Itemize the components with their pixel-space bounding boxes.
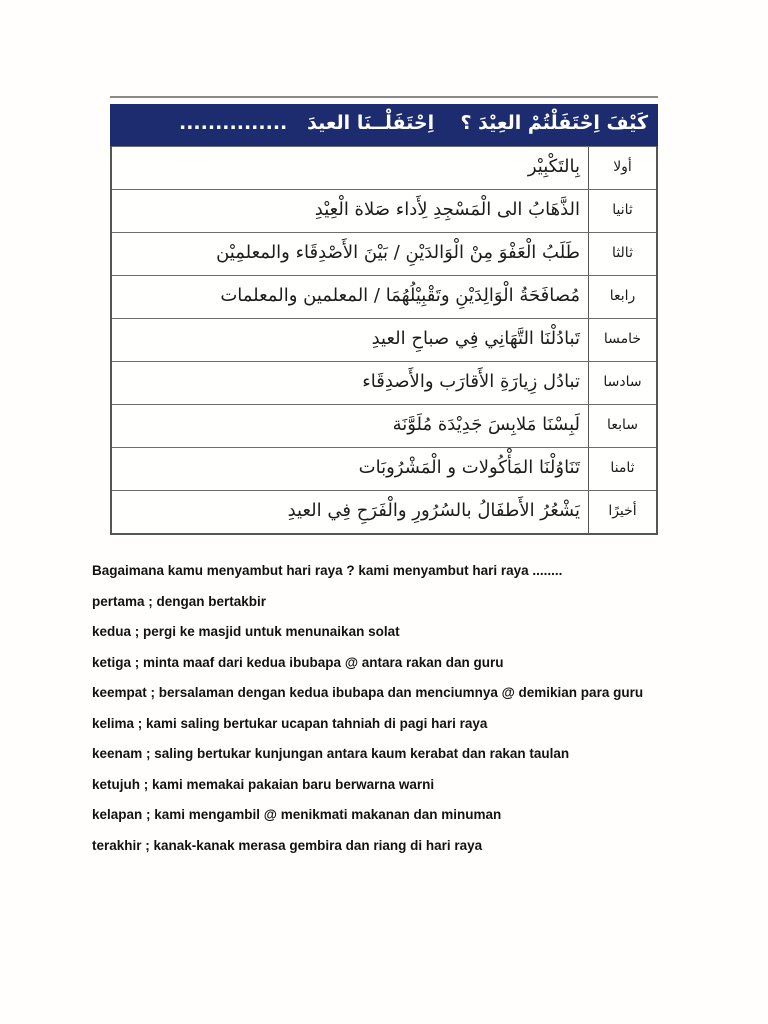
table-row xyxy=(112,318,656,361)
row-ordinal: أخيرًا xyxy=(588,491,656,533)
translation-line: terakhir ; kanak-kanak merasa gembira dan riang di hari raya xyxy=(92,837,483,853)
table-body xyxy=(110,146,658,535)
table-top-rule xyxy=(110,96,658,98)
table-row xyxy=(112,361,656,404)
row-arabic-text: طَلَبُ الْعَفْوَ مِنْ الْوَالدَيْنِ / بَيْنَ الأَصْدِقَاء والمعلمِيْن xyxy=(216,241,580,263)
translation-line: ketujuh ; kami memakai pakaian baru berwarna warni xyxy=(92,776,435,792)
translation-line: kelapan ; kami mengambil @ menikmati makanan dan minuman xyxy=(92,807,502,822)
translation-line: kedua ; pergi ke masjid untuk menunaikan solat xyxy=(92,624,400,639)
row-ordinal: خامسا xyxy=(588,319,656,361)
row-ordinal: ثانيا xyxy=(588,190,656,232)
row-arabic-text: تَنَاوُلْنَا المَأْكُولات و الْمَشْرُوبَات xyxy=(358,456,580,478)
row-arabic-text: يَشْعُرُ الأَطفَالُ بالسُرُورِ والْفَرَحِ فِي العيدِ xyxy=(287,499,580,521)
malay-translation-block xyxy=(92,564,712,869)
table-row xyxy=(112,490,656,533)
translation-line: keenam ; saling bertukar kunjungan antara kaum kerabat dan rakan taulan xyxy=(92,746,570,761)
table-row xyxy=(112,404,656,447)
table-row xyxy=(112,447,656,490)
row-arabic-text: لَبِسْنَا مَلابِسَ جَدِيْدَة مُلَوَّنَة xyxy=(392,413,580,435)
table-header-title: كَيْفَ اِحْتَفَلْتُمْ العِيْدَ ؟ اِحْتَفَلْــنَا العيدَ ............... xyxy=(178,112,648,134)
translation-line: ketiga ; minta maaf dari kedua ibubapa @ antara rakan dan guru xyxy=(92,654,504,670)
row-ordinal: ثامنا xyxy=(588,448,656,490)
row-arabic-text: الذَّهَابُ الى الْمَسْجِدِ لِأَداء صَلاة الْعِيْدِ xyxy=(314,198,580,220)
row-arabic-text: تبادُل زِيارَةِ الأَقارَب والأَصدِقَاء xyxy=(362,370,580,392)
arabic-eid-table xyxy=(110,96,658,535)
row-ordinal: سابعا xyxy=(588,405,656,447)
row-arabic-text: مُصافَحَةُ الْوَالِدَيْنِ وتَقْبِيْلُهُمَا / المعلمين والمعلمات xyxy=(220,284,580,306)
row-ordinal: سادسا xyxy=(588,362,656,404)
row-ordinal: رابعا xyxy=(588,276,656,318)
table-row xyxy=(112,146,656,189)
translation-line: keempat ; bersalaman dengan kedua ibubapa dan menciumnya @ demikian para guru xyxy=(92,685,644,700)
table-header xyxy=(110,104,658,146)
row-arabic-text: تَبادُلْنَا التَّهَانِي فِي صباحِ العيدِ xyxy=(371,327,580,349)
row-ordinal: ثالثا xyxy=(588,233,656,275)
row-ordinal: أولا xyxy=(588,147,656,189)
table-row xyxy=(112,232,656,275)
table-row xyxy=(112,275,656,318)
translation-line: pertama ; dengan bertakbir xyxy=(92,593,267,609)
table-row xyxy=(112,189,656,232)
row-arabic-text: بِالتَكْبِيْر xyxy=(527,155,580,177)
translation-line: Bagaimana kamu menyambut hari raya ? kami menyambut hari raya ........ xyxy=(92,563,563,578)
translation-line: kelima ; kami saling bertukar ucapan tahniah di pagi hari raya xyxy=(92,715,488,731)
